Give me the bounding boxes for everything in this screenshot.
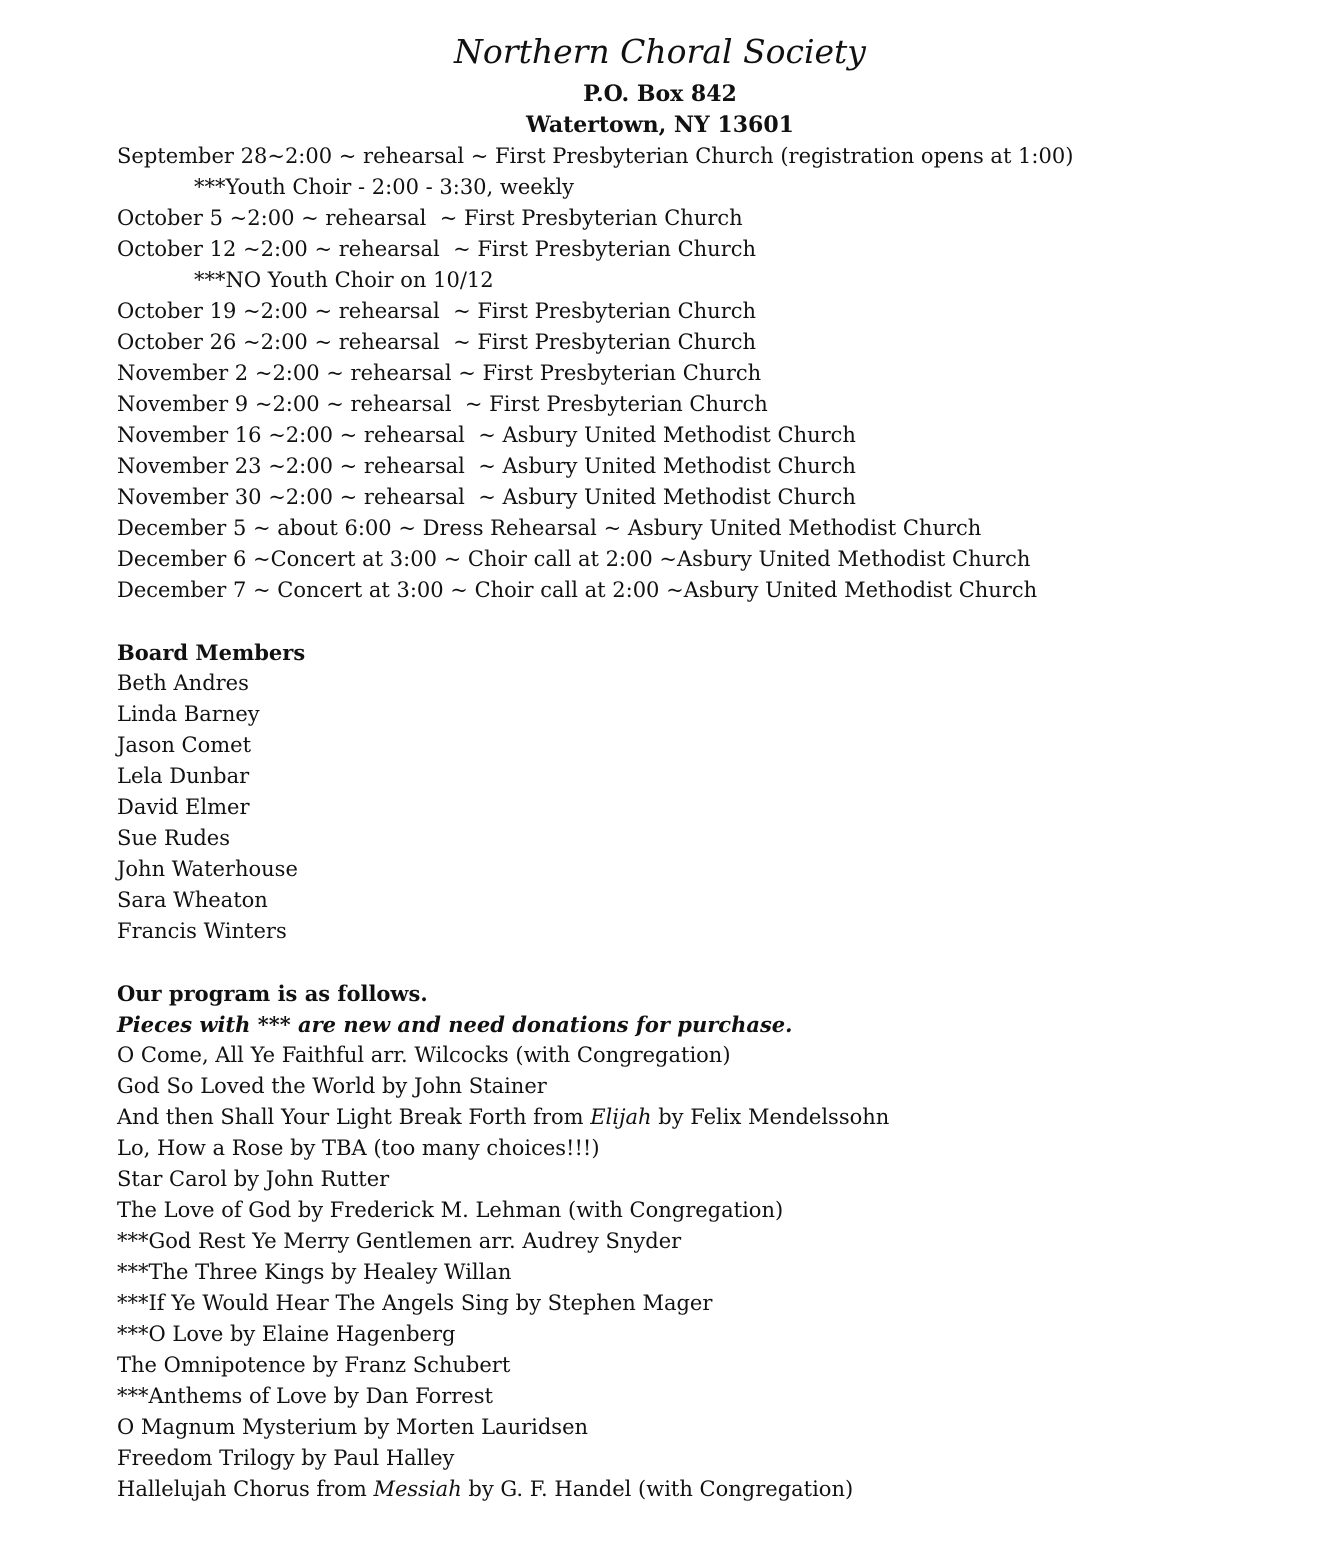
document-body [117, 141, 1297, 1505]
program-piece: The Omnipotence by Franz Schubert [117, 1353, 511, 1377]
program-note: Pieces with *** are new and need donations for purchase. [117, 1012, 793, 1037]
work-title: Elijah [590, 1105, 652, 1129]
program-piece [117, 1474, 1297, 1505]
piece-composer: by Felix Mendelssohn [651, 1105, 890, 1129]
piece-title: And then Shall Your Light Break Forth from [117, 1105, 591, 1129]
program-piece: ***O Love by Elaine Hagenberg [117, 1322, 456, 1346]
address-po-box: P.O. Box 842 [583, 81, 737, 107]
rehearsal-schedule [117, 141, 1297, 606]
program-piece: ***If Ye Would Hear The Angels Sing by Stephen Mager [117, 1291, 713, 1315]
work-title: Messiah [373, 1477, 462, 1501]
schedule-item: October 19 ~2:00 ~ rehearsal ~ First Presbyterian Church [117, 299, 757, 323]
board-member: Jason Comet [117, 733, 252, 757]
program-piece: The Love of God by Frederick M. Lehman (with Congregation) [117, 1198, 784, 1222]
program-piece: ***God Rest Ye Merry Gentlemen arr. Audrey Snyder [117, 1229, 682, 1253]
spacer [117, 606, 1297, 637]
program-section [117, 978, 1297, 1505]
program-heading: Our program is as follows. [117, 981, 428, 1006]
schedule-item: December 5 ~ about 6:00 ~ Dress Rehearsal ~ Asbury United Methodist Church [117, 516, 982, 540]
board-member: David Elmer [117, 795, 250, 819]
schedule-item: September 28~2:00 ~ rehearsal ~ First Presbyterian Church (registration opens at 1:00) [117, 144, 1074, 168]
schedule-note: ***NO Youth Choir on 10/12 [194, 268, 494, 292]
schedule-item: November 23 ~2:00 ~ rehearsal ~ Asbury United Methodist Church [117, 454, 856, 478]
schedule-item: October 12 ~2:00 ~ rehearsal ~ First Presbyterian Church [117, 237, 757, 261]
schedule-note: ***Youth Choir - 2:00 - 3:30, weekly [194, 175, 575, 199]
board-member: Linda Barney [117, 702, 260, 726]
schedule-item: October 5 ~2:00 ~ rehearsal ~ First Presbyterian Church [117, 206, 743, 230]
board-member: Francis Winters [117, 919, 287, 943]
address-city: Watertown, NY 13601 [526, 112, 794, 138]
schedule-item: November 2 ~2:00 ~ rehearsal ~ First Presbyterian Church [117, 361, 762, 385]
program-piece: God So Loved the World by John Stainer [117, 1074, 547, 1098]
program-piece: Lo, How a Rose by TBA (too many choices!!!) [117, 1136, 600, 1160]
schedule-item: November 16 ~2:00 ~ rehearsal ~ Asbury United Methodist Church [117, 423, 856, 447]
schedule-item: December 7 ~ Concert at 3:00 ~ Choir call at 2:00 ~Asbury United Methodist Church [117, 578, 1038, 602]
schedule-item: December 6 ~Concert at 3:00 ~ Choir call at 2:00 ~Asbury United Methodist Church [117, 547, 1031, 571]
program-piece [117, 1102, 1297, 1133]
board-members-section [117, 637, 1297, 947]
page-title: Northern Choral Society [454, 32, 866, 71]
board-member: Lela Dunbar [117, 764, 250, 788]
program-piece: ***The Three Kings by Healey Willan [117, 1260, 512, 1284]
board-member: John Waterhouse [117, 857, 298, 881]
schedule-item: November 9 ~2:00 ~ rehearsal ~ First Presbyterian Church [117, 392, 768, 416]
board-member: Beth Andres [117, 671, 249, 695]
board-heading: Board Members [117, 640, 306, 665]
program-piece: Freedom Trilogy by Paul Halley [117, 1446, 455, 1470]
program-piece: O Magnum Mysterium by Morten Lauridsen [117, 1415, 589, 1439]
board-member: Sara Wheaton [117, 888, 268, 912]
spacer [117, 947, 1297, 978]
schedule-item: October 26 ~2:00 ~ rehearsal ~ First Presbyterian Church [117, 330, 757, 354]
piece-title: Hallelujah Chorus from [117, 1477, 374, 1501]
program-piece: Star Carol by John Rutter [117, 1167, 390, 1191]
piece-composer: by G. F. Handel (with Congregation) [461, 1477, 854, 1501]
program-piece: ***Anthems of Love by Dan Forrest [117, 1384, 493, 1408]
schedule-item: November 30 ~2:00 ~ rehearsal ~ Asbury United Methodist Church [117, 485, 856, 509]
board-member: Sue Rudes [117, 826, 230, 850]
program-piece: O Come, All Ye Faithful arr. Wilcocks (with Congregation) [117, 1043, 731, 1067]
